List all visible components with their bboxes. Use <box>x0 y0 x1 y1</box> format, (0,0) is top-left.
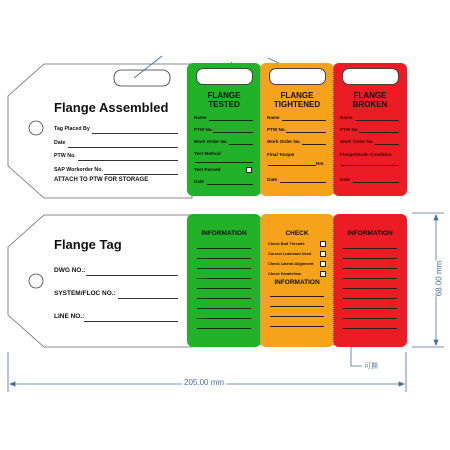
field-line[interactable] <box>375 144 399 145</box>
bottom-hole-icon <box>29 274 43 288</box>
perforation-line[interactable] <box>333 217 334 345</box>
field-name: Name <box>194 115 207 120</box>
top-tag-title: Flange Assembled <box>54 100 169 115</box>
bottom-field-dwg: DWG NO.: <box>54 267 86 274</box>
test-passed-checkbox[interactable] <box>246 167 252 173</box>
top-field-line[interactable] <box>92 133 178 134</box>
panel-title-line1: FLANGE <box>207 91 241 100</box>
field-line[interactable] <box>268 165 316 166</box>
width-dimension-label: 205.00 mm <box>184 378 225 387</box>
perforation-line[interactable] <box>333 66 334 194</box>
top-field-date: Date <box>54 140 66 146</box>
field-work-order: Work Order No. <box>194 139 228 144</box>
field-flange-condition: Flange/Studs Condition <box>340 152 392 157</box>
field-test-method: Test Method <box>194 151 221 156</box>
info-line[interactable] <box>197 268 251 269</box>
info-line[interactable] <box>270 296 324 297</box>
info-line[interactable] <box>343 298 397 299</box>
info-title: INFORMATION <box>201 230 247 237</box>
top-field-line[interactable] <box>104 174 178 175</box>
field-line[interactable] <box>195 162 253 163</box>
field-ptw: PTW No. <box>340 127 359 132</box>
panel-title-line1: FLANGE <box>280 91 314 100</box>
panel-slot <box>342 68 399 85</box>
panel-slot <box>196 68 253 85</box>
top-field-line[interactable] <box>68 147 178 148</box>
panel-information-red <box>333 214 407 347</box>
field-ptw: PTW No. <box>194 127 213 132</box>
top-field-tag-placed-by: Tag Placed By <box>54 126 90 132</box>
field-ptw: PTW No. <box>267 127 286 132</box>
info-line[interactable] <box>343 318 397 319</box>
info-line[interactable] <box>343 278 397 279</box>
info-line[interactable] <box>343 248 397 249</box>
panel-title-line1: FLANGE <box>353 91 387 100</box>
field-line[interactable] <box>359 132 399 133</box>
field-line[interactable] <box>229 144 253 145</box>
field-test-passed: Test Passed <box>194 167 221 172</box>
field-work-order: Work Order No. <box>340 139 374 144</box>
info-line[interactable] <box>197 258 251 259</box>
check-parallelism-checkbox[interactable] <box>320 271 326 277</box>
field-line[interactable] <box>280 182 326 183</box>
info-line[interactable] <box>197 308 251 309</box>
perforation-line[interactable] <box>260 66 261 194</box>
field-line[interactable] <box>213 132 253 133</box>
perforation-line[interactable] <box>260 217 261 345</box>
field-date: Date <box>267 177 277 182</box>
torque-unit: Nm <box>316 161 324 166</box>
bottom-field-line[interactable] <box>118 298 178 299</box>
bottom-field-system: SYSTEM/FLOC NO.: <box>54 290 116 297</box>
top-field-sap: SAP Workorder No. <box>54 167 103 173</box>
bottom-field-line[interactable] <box>86 275 178 276</box>
check-lubricant: Correct Lubricant Used <box>268 251 312 256</box>
check-lateral-alignment-checkbox[interactable] <box>320 261 326 267</box>
top-tag-footer: ATTACH TO PTW FOR STORAGE <box>54 177 149 183</box>
field-line[interactable] <box>209 120 253 121</box>
info-line[interactable] <box>270 326 324 327</box>
panel-flange-tested <box>187 63 261 196</box>
field-date: Date <box>340 177 350 182</box>
field-work-order: Work Order No. <box>267 139 301 144</box>
info-title: INFORMATION <box>347 230 393 237</box>
info-line[interactable] <box>197 288 251 289</box>
panel-title-line2: TIGHTENED <box>273 100 321 109</box>
info-line[interactable] <box>343 258 397 259</box>
info-line[interactable] <box>197 298 251 299</box>
panel-slot <box>269 68 326 85</box>
info-line[interactable] <box>197 278 251 279</box>
height-dimension-label: 68.00 mm <box>434 260 444 297</box>
info-line[interactable] <box>343 288 397 289</box>
tear-note-label: 可撕 <box>364 363 378 370</box>
panel-check-orange <box>260 214 334 347</box>
check-parallelism: Check Parallelism <box>268 271 302 276</box>
top-field-ptw: PTW No. <box>54 153 76 159</box>
field-name: Name <box>267 115 280 120</box>
field-date: Date <box>194 179 204 184</box>
info-line[interactable] <box>270 306 324 307</box>
panel-flange-broken <box>333 63 407 196</box>
field-name: Name <box>340 115 353 120</box>
panel-title-line2: TESTED <box>208 100 240 109</box>
info-line[interactable] <box>270 316 324 317</box>
field-line[interactable] <box>355 120 399 121</box>
info-line[interactable] <box>343 328 397 329</box>
orange-info-title: INFORMATION <box>274 279 320 286</box>
field-line[interactable] <box>282 120 326 121</box>
bottom-tag-title: Flange Tag <box>54 237 122 252</box>
panel-title-line2: BROKEN <box>352 100 388 109</box>
top-hole-icon <box>29 121 43 135</box>
info-line[interactable] <box>197 328 251 329</box>
bottom-field-line[interactable] <box>84 321 178 322</box>
check-title: CHECK <box>285 230 309 237</box>
panel-information-green <box>187 214 261 347</box>
check-lubricant-checkbox[interactable] <box>320 251 326 257</box>
info-line[interactable] <box>343 268 397 269</box>
top-field-line[interactable] <box>78 160 178 161</box>
check-lateral-alignment: Check Lateral Alignment <box>268 261 314 266</box>
field-line[interactable] <box>353 182 399 183</box>
check-bolt-threads-checkbox[interactable] <box>320 241 326 247</box>
check-bolt-threads: Check Bolt Threads <box>268 241 305 246</box>
panel-flange-tightened <box>260 63 334 196</box>
info-line[interactable] <box>343 308 397 309</box>
field-line[interactable] <box>341 165 399 166</box>
field-final-torque: Final Torque <box>267 152 295 157</box>
info-line[interactable] <box>197 318 251 319</box>
field-line[interactable] <box>207 184 253 185</box>
bottom-field-line-no: LINE NO.: <box>54 313 85 320</box>
info-line[interactable] <box>197 248 251 249</box>
field-line[interactable] <box>286 132 326 133</box>
field-line[interactable] <box>302 144 326 145</box>
